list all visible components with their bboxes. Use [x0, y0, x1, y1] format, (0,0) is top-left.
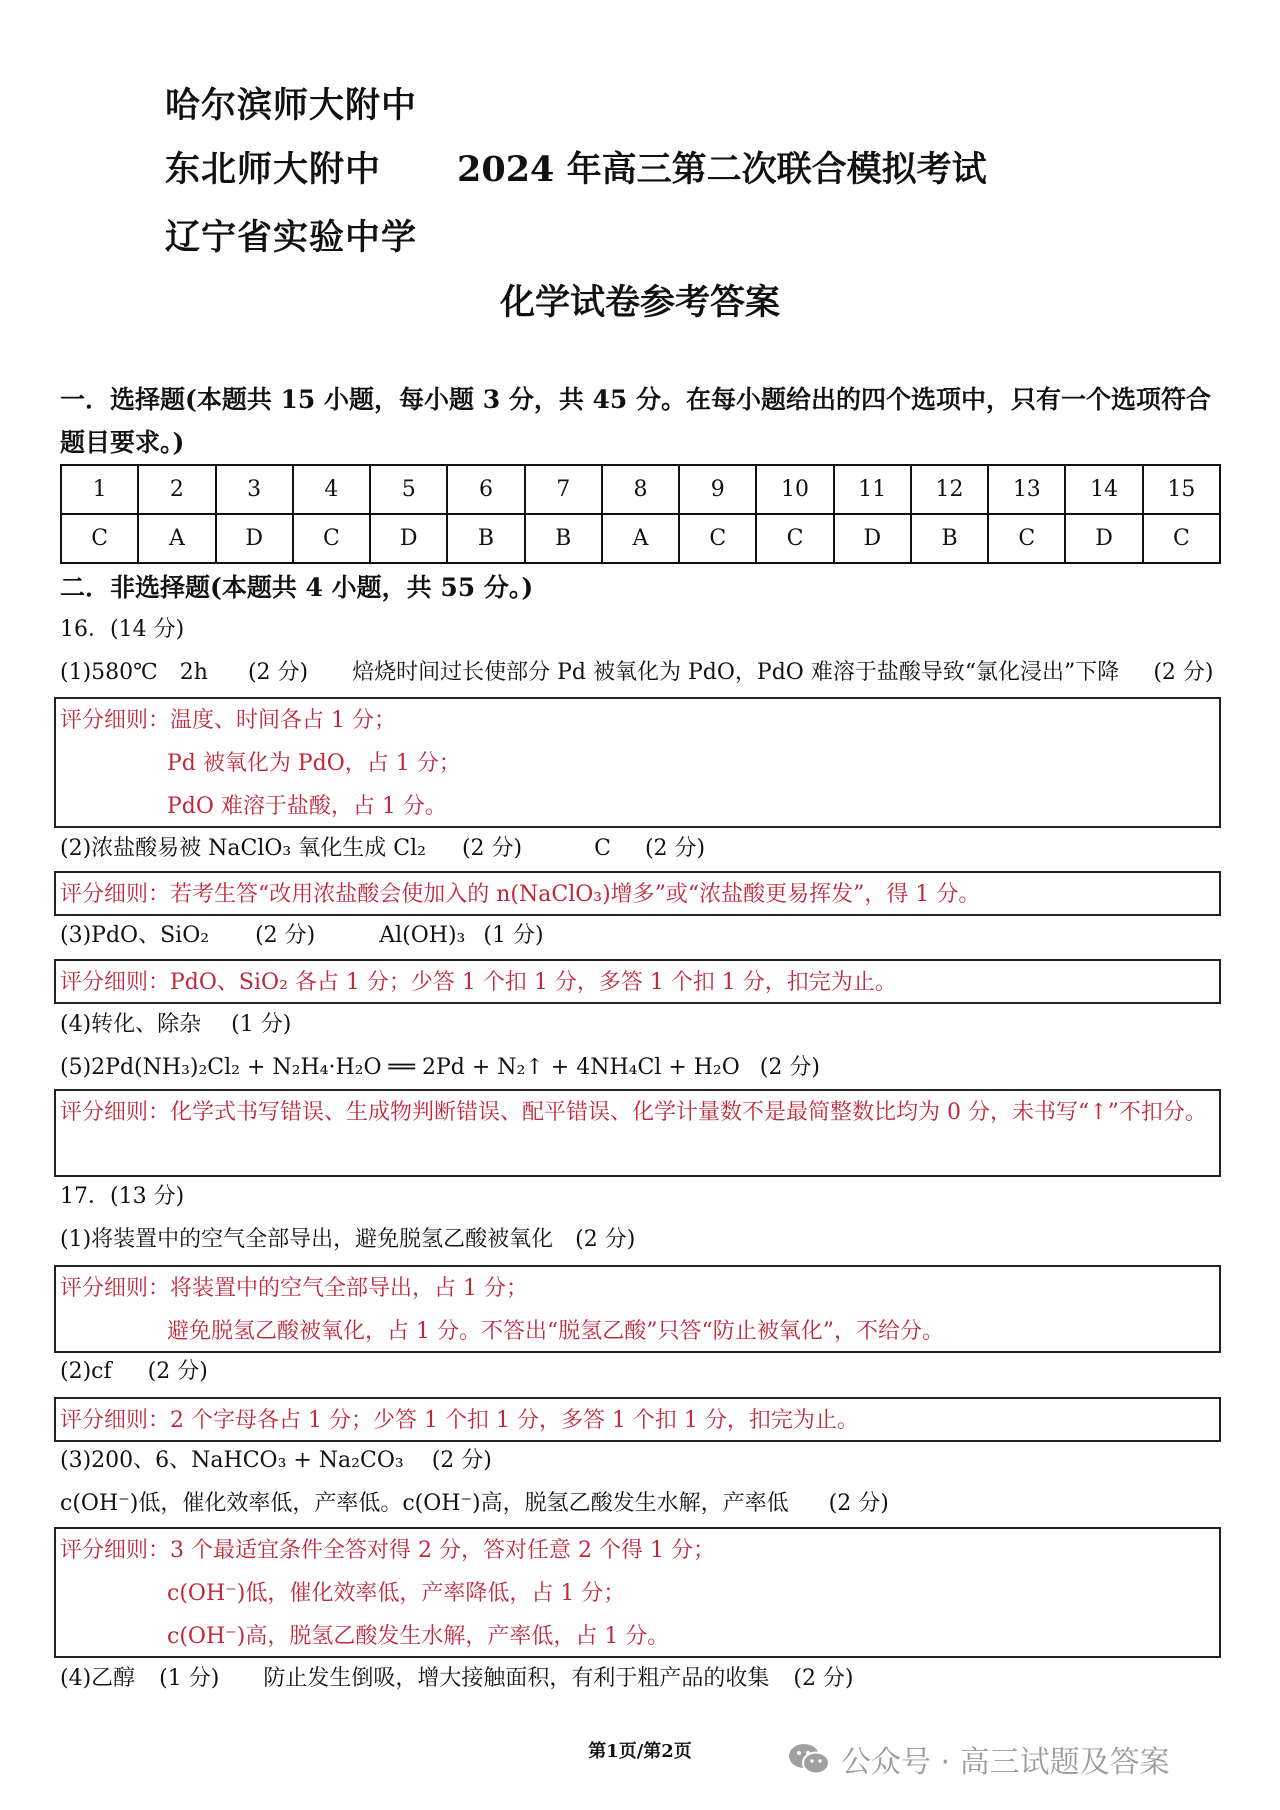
q16-part2 — [60, 834, 705, 864]
answer-letter: A — [602, 514, 679, 563]
page-number: 第1页/第2页 — [588, 1741, 692, 1762]
question-number: 1 — [61, 465, 138, 514]
answer-number-row — [61, 465, 1220, 514]
section1-heading-line2: 题目要求。) — [60, 428, 185, 457]
answer-letter: C — [1143, 514, 1220, 563]
q17-part3-answer: (3)200、6、NaHCO₃ + Na₂CO₃ — [60, 1448, 404, 1473]
question-number: 7 — [525, 465, 602, 514]
question-number: 9 — [679, 465, 756, 514]
q17-part2-answer: (2)cf — [60, 1359, 112, 1384]
scoring-note: PdO 难溶于盐酸，占 1 分。 — [167, 794, 447, 819]
answer-letter: D — [1065, 514, 1142, 563]
question-number: 14 — [1065, 465, 1142, 514]
q16-part3 — [60, 921, 544, 951]
q17-part3-explanation-text: c(OH⁻)低，催化效率低，产率低。c(OH⁻)高，脱氢乙酸发生水解，产率低 — [60, 1491, 789, 1516]
question-number: 15 — [1143, 465, 1220, 514]
q17-part1 — [60, 1225, 635, 1255]
exam-title: 2024 年高三第二次联合模拟考试 — [457, 149, 987, 190]
q17-part2 — [60, 1357, 208, 1387]
q17-part4-answer: (4)乙醇 — [60, 1666, 136, 1691]
q17-part4 — [60, 1664, 854, 1694]
q16-part2-score: (2 分) — [461, 836, 523, 861]
q17-part2-score: (2 分) — [147, 1359, 208, 1384]
scoring-note: 评分细则：3 个最适宜条件全答对得 2 分，答对任意 2 个得 1 分； — [60, 1538, 715, 1563]
scoring-note: c(OH⁻)低，催化效率低，产率降低，占 1 分； — [167, 1581, 626, 1606]
q16-title: 16．(14 分) — [60, 617, 185, 642]
q16-part2-choice: C — [594, 836, 611, 861]
watermark — [787, 1737, 1170, 1781]
q16-part1 — [60, 658, 1213, 688]
answer-letter: C — [756, 514, 833, 563]
q17-part4-score: (1 分) — [159, 1666, 220, 1691]
answer-letter: C — [988, 514, 1065, 563]
q16-part2-answer: (2)浓盐酸易被 NaClO₃ 氧化生成 Cl₂ — [60, 836, 426, 861]
q16-part1-scoring-box — [54, 697, 1221, 828]
scoring-note: Pd 被氧化为 PdO，占 1 分； — [167, 751, 461, 776]
section1-heading-line1: 一．选择题(本题共 15 小题，每小题 3 分，共 45 分。在每小题给出的四个选项中，只有一个选项符合 — [60, 385, 1212, 414]
q16-part3-answer2: Al(OH)₃ — [379, 923, 466, 948]
q17-title: 17．(13 分) — [60, 1184, 185, 1209]
q17-part4-reason: 防止发生倒吸，增大接触面积，有利于粗产品的收集 — [263, 1666, 770, 1691]
school-name-2: 东北师大附中 — [165, 149, 382, 190]
q16-part1-answer: (1)580℃ 2h — [60, 660, 208, 685]
q17-part3-explanation-score: (2 分) — [828, 1491, 889, 1516]
question-number: 4 — [293, 465, 370, 514]
subject-title: 化学试卷参考答案 — [499, 282, 780, 323]
q16-part3-score: (2 分) — [255, 923, 316, 948]
q16-part2-choice-score: (2 分) — [644, 836, 706, 861]
scoring-note: c(OH⁻)高，脱氢乙酸发生水解，产率低，占 1 分。 — [167, 1624, 670, 1649]
q16-part1-score: (2 分) — [247, 660, 309, 685]
q17-part3-score: (2 分) — [431, 1448, 492, 1473]
school-name-1: 哈尔滨师大附中 — [165, 85, 418, 126]
answer-letter: B — [447, 514, 524, 563]
q17-part1-score: (2 分) — [575, 1227, 636, 1252]
q16-part5-score: (2 分) — [759, 1055, 820, 1080]
answer-letter: C — [293, 514, 370, 563]
scoring-note: 评分细则：2 个字母各占 1 分；少答 1 个扣 1 分，多答 1 个扣 1 分，扣完为止。 — [60, 1408, 859, 1433]
question-number: 6 — [447, 465, 524, 514]
q16-part3-scoring-box — [54, 959, 1221, 1004]
scoring-note: 评分细则：PdO、SiO₂ 各占 1 分；少答 1 个扣 1 分，多答 1 个扣 1 分，扣完为止。 — [60, 970, 897, 995]
answer-letter: D — [370, 514, 447, 563]
q17-part4-reason-score: (2 分) — [793, 1666, 854, 1691]
question-number: 8 — [602, 465, 679, 514]
q16-part4-score: (1 分) — [231, 1012, 292, 1037]
q17-part1-scoring-box — [54, 1265, 1221, 1353]
answer-letter: B — [525, 514, 602, 563]
section2-heading: 二．非选择题(本题共 4 小题，共 55 分。) — [60, 573, 534, 602]
answer-letter: C — [679, 514, 756, 563]
watermark-text: 公众号 · 高三试题及答案 — [841, 1745, 1170, 1780]
q16-part3-answer2-score: (1 分) — [483, 923, 544, 948]
q16-part1-reason-score: (2 分) — [1153, 660, 1214, 685]
q16-part4-answer: (4)转化、除杂 — [60, 1012, 202, 1037]
answer-letter: B — [911, 514, 988, 563]
question-number: 11 — [834, 465, 911, 514]
scoring-note: 评分细则：将装置中的空气全部导出，占 1 分； — [60, 1276, 528, 1301]
question-number: 3 — [216, 465, 293, 514]
q16-part3-answer: (3)PdO、SiO₂ — [60, 923, 210, 948]
scoring-note: 评分细则：温度、时间各占 1 分； — [60, 708, 396, 733]
q17-part3-explanation — [60, 1489, 889, 1519]
q17-part3-scoring-box — [54, 1527, 1221, 1658]
q16-part2-scoring-box — [54, 871, 1221, 916]
scoring-note: 评分细则：若考生答“改用浓盐酸会使加入的 n(NaClO₃)增多”或“浓盐酸更易挥发”，得 1 分。 — [60, 882, 981, 907]
q16-part5-equation: (5)2Pd(NH₃)₂Cl₂ + N₂H₄·H₂O ══ 2Pd + N₂↑ + 4NH₄Cl + H₂O — [60, 1055, 740, 1080]
question-number: 5 — [370, 465, 447, 514]
wechat-icon — [787, 1741, 831, 1777]
answer-letter-row — [61, 514, 1220, 563]
section1-heading — [60, 378, 1225, 464]
q16-part4 — [60, 1010, 291, 1040]
question-number: 2 — [138, 465, 215, 514]
scoring-note: 避免脱氢乙酸被氧化，占 1 分。不答出“脱氢乙酸”只答“防止被氧化”，不给分。 — [167, 1319, 944, 1344]
answer-letter: D — [216, 514, 293, 563]
answer-letter: C — [61, 514, 138, 563]
q17-part3 — [60, 1446, 492, 1476]
answer-table — [60, 464, 1221, 564]
q16-part5 — [60, 1053, 820, 1083]
q17-part1-answer: (1)将装置中的空气全部导出，避免脱氢乙酸被氧化 — [60, 1227, 554, 1252]
answer-letter: A — [138, 514, 215, 563]
scoring-note: 评分细则：化学式书写错误、生成物判断错误、配平错误、化学计量数不是最简整数比均为 0 分，未书写“↑”不扣分。 — [60, 1100, 1207, 1125]
q17-part2-scoring-box — [54, 1397, 1221, 1442]
q16-part1-reason: 焙烧时间过长使部分 Pd 被氧化为 PdO，PdO 难溶于盐酸导致“氯化浸出”下降 — [352, 660, 1120, 685]
question-number: 10 — [756, 465, 833, 514]
q16-part5-scoring-box — [54, 1089, 1221, 1177]
question-number: 12 — [911, 465, 988, 514]
school-name-3: 辽宁省实验中学 — [165, 217, 418, 258]
answer-letter: D — [834, 514, 911, 563]
question-number: 13 — [988, 465, 1065, 514]
